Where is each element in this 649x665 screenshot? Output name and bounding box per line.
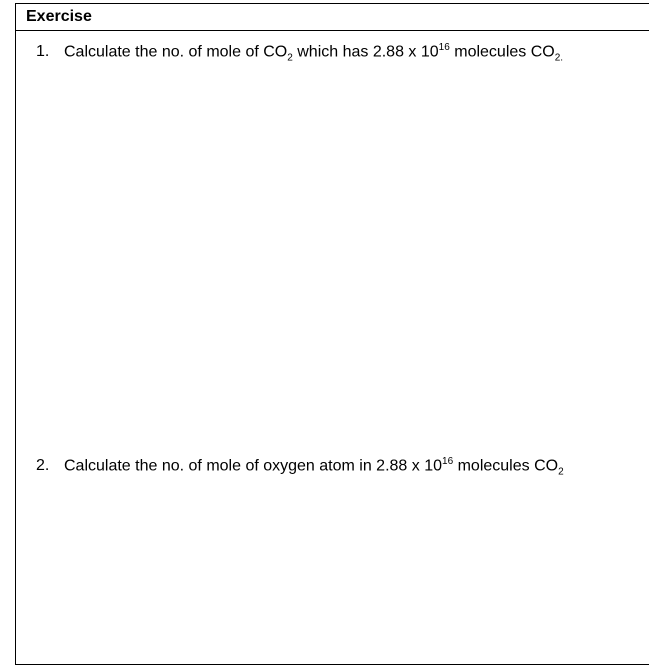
subscript: 2. (554, 52, 564, 64)
exponent: 16 (438, 42, 450, 53)
exercise-heading: Exercise (16, 4, 649, 31)
exponent: 16 (442, 456, 454, 467)
exercise-box (15, 3, 649, 665)
question-number: 1. (36, 43, 50, 61)
question-text: molecules CO (453, 457, 559, 475)
question-text: Calculate the no. of mole of oxygen atom in 2.88 x 10 (64, 457, 443, 475)
question-1 (36, 42, 563, 64)
subscript: 2 (558, 466, 564, 478)
question-2 (36, 456, 564, 478)
question-text: which has 2.88 x 10 (292, 43, 439, 61)
question-text: Calculate the no. of mole of CO (64, 43, 288, 61)
question-number: 2. (36, 457, 50, 475)
question-text: molecules CO (449, 43, 555, 61)
subscript: 2 (287, 52, 293, 64)
